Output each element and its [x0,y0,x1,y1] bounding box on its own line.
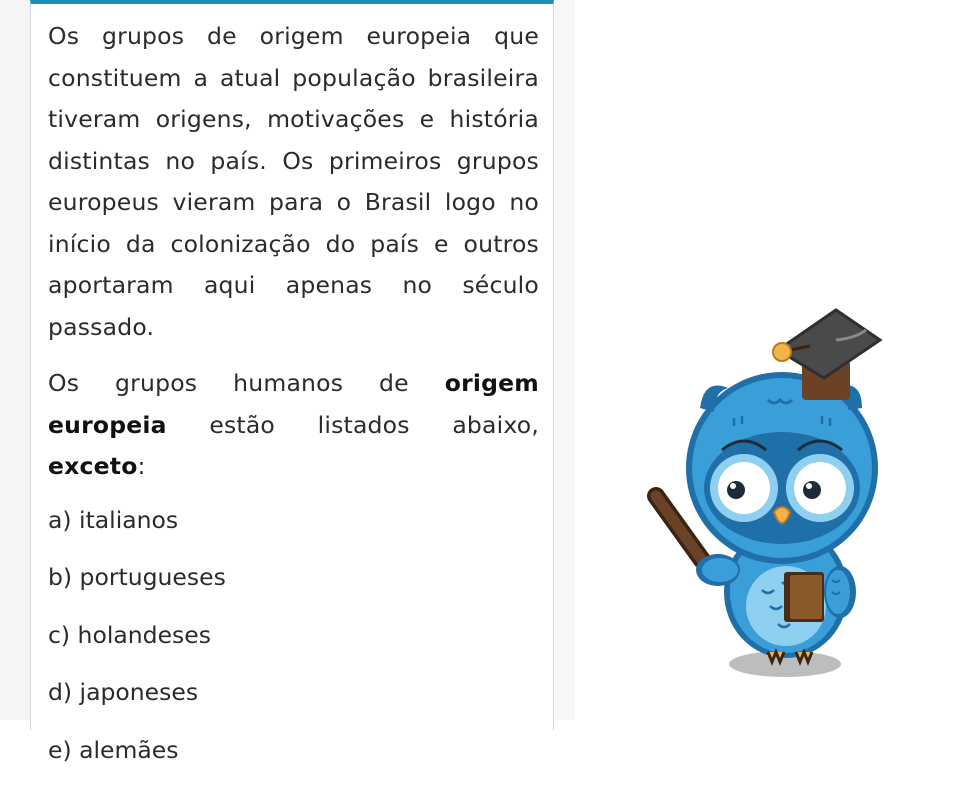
prompt-part-3: : [138,452,146,480]
answer-options [48,502,539,789]
option-d[interactable]: d) japoneses [48,674,539,732]
right-gutter [555,0,575,720]
prompt-bold-2: exceto [48,452,138,480]
option-b[interactable]: b) portugueses [48,559,539,617]
option-e[interactable]: e) alemães [48,732,539,789]
option-a[interactable]: a) italianos [48,502,539,560]
question-context: Os grupos de origem europeia que constituem a atual população brasileira tiveram origens, motivações e história distintas no país. Os primeiros grupos europeus vieram para o Brasil logo no início da colonização do país e outros aportaram aqui apenas no século passado. [48,16,539,348]
prompt-part-1: Os grupos humanos de [48,369,445,397]
question-prompt [48,363,539,488]
prompt-bold-1: origem europeia [48,369,539,439]
left-gutter [0,0,30,720]
prompt-part-2: estão listados abaixo, [167,411,539,439]
question-content [48,16,539,789]
owl-graduate-icon [640,300,900,700]
question-card [30,0,554,730]
option-c[interactable]: c) holandeses [48,617,539,675]
